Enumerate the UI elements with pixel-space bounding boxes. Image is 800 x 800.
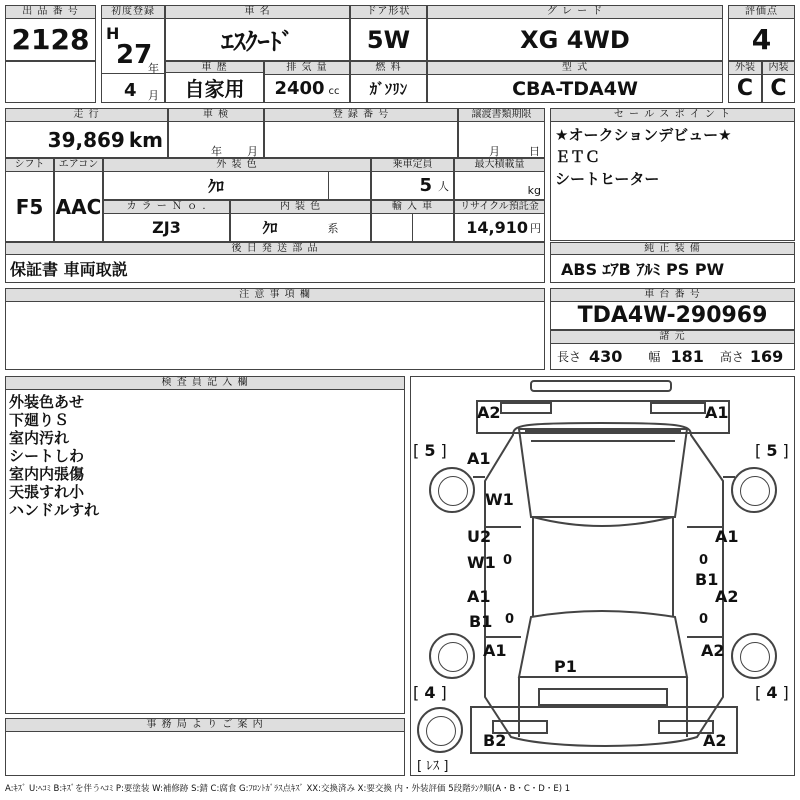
color-label: 外 装 色	[104, 159, 370, 172]
grade: XG 4WD	[520, 25, 630, 54]
load-unit: kg	[527, 184, 541, 197]
mark-front-left-door-w: W1	[467, 553, 496, 572]
sales-point-1: ★オークションデビュー★	[555, 126, 732, 144]
spare-tire	[417, 707, 463, 753]
history-cell	[165, 61, 264, 103]
sales-points-label: セ ー ル ス ポ イ ン ト	[551, 109, 794, 122]
inspector-note-5: 室内内張傷	[9, 465, 85, 483]
capacity-label: 乗車定員	[372, 159, 453, 172]
width-label: 幅	[648, 350, 661, 364]
lot-number-label: 出 品 番 号	[6, 6, 95, 19]
exterior-label: 外装	[729, 62, 761, 75]
score: 4	[751, 23, 772, 56]
inspector-note-4: シートしわ	[9, 447, 85, 465]
later-parts-cell	[5, 242, 545, 283]
mark-front-left: A2	[477, 403, 501, 422]
length-label: 長さ	[557, 350, 582, 364]
width: 181	[670, 347, 704, 366]
inspector-note-3: 室内汚れ	[9, 429, 70, 447]
mark-front-right-door-0: 0	[699, 553, 709, 568]
transfer-month-unit: 月	[489, 145, 500, 158]
fuel-label: 燃 料	[351, 62, 426, 75]
later-parts-label: 後 日 発 送 部 品	[6, 243, 544, 255]
displacement: 2400	[274, 78, 325, 99]
lot-number: 2128	[11, 23, 90, 56]
mark-front-right-door-a: A1	[715, 527, 739, 546]
mark-rear-right-fender: A2	[701, 641, 725, 660]
import-label: 輸 入 車	[372, 201, 453, 214]
car-name: ｴｽｸｰﾄﾞ	[221, 28, 294, 56]
length: 430	[589, 347, 623, 366]
interior-color-label: 内 装 色	[231, 201, 370, 214]
model-code-cell	[427, 61, 723, 103]
inspector-note-7: ハンドルすれ	[9, 501, 100, 519]
chassis-label: 車 台 番 号	[551, 289, 794, 302]
notes-label: 注 意 事 項 欄	[6, 289, 544, 302]
mark-rear-panel: P1	[554, 657, 577, 676]
mark-left-fender-w: W1	[485, 490, 514, 509]
mark-rear-left-door-b: B1	[469, 612, 493, 631]
office-notice-label: 事 務 局 よ り ご 案 内	[6, 719, 404, 732]
exterior-color: ｸﾛ	[207, 177, 224, 196]
first-reg-month: 4	[124, 80, 137, 101]
mark-rear-right-door-a: A2	[715, 587, 739, 606]
tire-front-left	[429, 467, 475, 513]
tire-tread-front-left: [ 5 ]	[413, 441, 447, 460]
color-cell	[103, 158, 371, 200]
interior-grade-cell	[762, 61, 795, 103]
inspector-note-1: 外装色あせ	[9, 393, 85, 411]
history: 自家用	[184, 77, 245, 101]
mark-rear-left-door-0: 0	[505, 612, 515, 627]
inspector-note-6: 天張すれ小	[9, 483, 85, 501]
first-registration-cell	[101, 5, 165, 103]
era-mark: H	[106, 24, 120, 43]
mileage-cell	[5, 108, 168, 158]
tire-front-right	[731, 467, 777, 513]
exterior-grade: C	[736, 76, 754, 101]
ac-cell	[54, 158, 103, 242]
sales-point-3: シートヒーター	[555, 170, 660, 188]
tire-tread-front-right: [ 5 ]	[755, 441, 789, 460]
color-number-label: カ ラ ー Ｎ ｏ .	[104, 201, 229, 214]
equipment-label: 純 正 装 備	[551, 243, 794, 255]
mark-rear-bumper-left: B2	[483, 731, 507, 750]
displacement-cell	[264, 61, 350, 103]
mark-rear-right-door-0: 0	[699, 612, 709, 627]
ac-label: エアコン	[55, 159, 102, 172]
capacity: 5	[419, 175, 432, 196]
model-code-label: 型 式	[428, 62, 722, 75]
car-name-label: 車 名	[166, 6, 349, 19]
month-unit: 月	[148, 89, 159, 102]
recycle-cell	[454, 200, 545, 242]
inspector-notes-cell	[5, 376, 405, 714]
sales-points-cell	[550, 108, 795, 241]
grade-label: グ レ ー ド	[428, 6, 722, 19]
recycle-label: リサイクル預託金	[455, 201, 544, 214]
mark-front-right: A1	[705, 403, 729, 422]
transfer-deadline-label: 譲渡書類期限	[459, 109, 544, 122]
color-number-cell	[103, 200, 230, 242]
fuel: ｶﾞｿﾘﾝ	[369, 80, 408, 98]
grade-cell	[427, 5, 723, 61]
interior-color-cell	[230, 200, 371, 242]
inspector-note-2: 下廻りＳ	[9, 411, 70, 429]
capacity-unit: 人	[438, 179, 449, 193]
later-parts: 保証書 車両取説	[10, 260, 128, 279]
transfer-day-unit: 日	[529, 145, 540, 158]
mark-rear-left-fender: A1	[483, 641, 507, 660]
chassis-cell	[550, 288, 795, 330]
car-outline	[411, 377, 794, 775]
legend: A:ｷｽﾞ U:ﾍｺﾐ B:ｷｽﾞを伴うﾍｺﾐ P:要塗装 W:補修跡 S:錆 C:腐食 G:ﾌﾛﾝﾄｶﾞﾗｽ点ｷｽﾞ XX:交換済み X:要交換 内・外装評価 5段階ﾗﾝｸ順(A・B・C・D・E) 1	[5, 784, 571, 794]
inspector-notes-label: 検 査 員 記 入 欄	[6, 377, 404, 390]
tire-rear-right	[731, 633, 777, 679]
height-label: 高さ	[719, 350, 744, 364]
interior-label: 内装	[763, 62, 794, 75]
shift: F5	[15, 194, 44, 219]
equipment: ABS ｴｱB ｱﾙﾐ PS PW	[561, 260, 725, 279]
capacity-cell	[371, 158, 454, 200]
car-diagram	[410, 376, 795, 776]
notes-cell	[5, 288, 545, 370]
model-code: CBA-TDA4W	[512, 77, 638, 100]
mark-left-fender: A1	[467, 449, 491, 468]
mileage-label: 走 行	[6, 109, 167, 122]
dimensions-label: 諸 元	[551, 331, 794, 344]
mark-rear-bumper-right: A2	[703, 731, 727, 750]
inspection-cell	[168, 108, 264, 158]
first-reg-year: 27	[116, 40, 153, 70]
tire-rear-left	[429, 633, 475, 679]
mark-front-left-door-u: U2	[467, 527, 492, 546]
displacement-label: 排 気 量	[265, 62, 349, 75]
color-number: ZJ3	[152, 218, 181, 237]
lot-number-cell	[5, 5, 96, 61]
recycle-unit: 円	[530, 221, 541, 235]
import-cell	[371, 200, 454, 242]
inspection-year-unit: 年	[211, 145, 222, 158]
chassis-number: TDA4W-290969	[577, 303, 768, 328]
transfer-deadline-cell	[458, 108, 545, 158]
load-cell	[454, 158, 545, 200]
displacement-unit: cc	[328, 86, 340, 97]
equipment-cell	[550, 242, 795, 283]
ac: AAC	[55, 194, 102, 219]
spare-tire-label: [ ﾚｽ ]	[417, 759, 449, 774]
office-notice-cell	[5, 718, 405, 776]
registration-number-label: 登 録 番 号	[265, 109, 457, 122]
height: 169	[749, 347, 784, 366]
door-cell	[350, 5, 427, 61]
recycle-amount: 14,910	[466, 218, 528, 237]
fuel-cell	[350, 61, 427, 103]
door-type: 5W	[366, 25, 411, 54]
door-label: ドア形状	[351, 6, 426, 19]
tire-tread-rear-left: [ 4 ]	[413, 683, 447, 702]
shift-cell	[5, 158, 54, 242]
sales-point-2: ＥＴＣ	[555, 148, 601, 166]
mileage-unit: km	[128, 127, 163, 152]
first-registration-label: 初度登録	[102, 6, 164, 19]
inspection-label: 車 検	[169, 109, 263, 122]
score-label: 評価点	[729, 6, 794, 19]
dimensions-cell	[550, 330, 795, 370]
inspection-month-unit: 月	[247, 145, 258, 158]
registration-number-cell	[264, 108, 458, 158]
year-unit: 年	[148, 62, 159, 75]
interior-color-unit: 系	[327, 221, 339, 235]
mileage: 39,869	[47, 127, 125, 152]
history-label: 車 歴	[166, 62, 263, 73]
mark-front-left-door-0: 0	[503, 553, 513, 568]
mark-front-right-door-b: B1	[695, 570, 719, 589]
exterior-grade-cell	[728, 61, 762, 103]
interior-color: ｸﾛ	[262, 219, 278, 237]
load-label: 最大積載量	[455, 159, 544, 172]
car-name-cell	[165, 5, 350, 61]
score-cell	[728, 5, 795, 61]
shift-label: シフト	[6, 159, 53, 172]
tire-tread-rear-right: [ 4 ]	[755, 683, 789, 702]
mark-rear-left-door-a: A1	[467, 587, 491, 606]
interior-grade: C	[770, 76, 787, 101]
lot-number-extra-cell	[5, 61, 96, 103]
